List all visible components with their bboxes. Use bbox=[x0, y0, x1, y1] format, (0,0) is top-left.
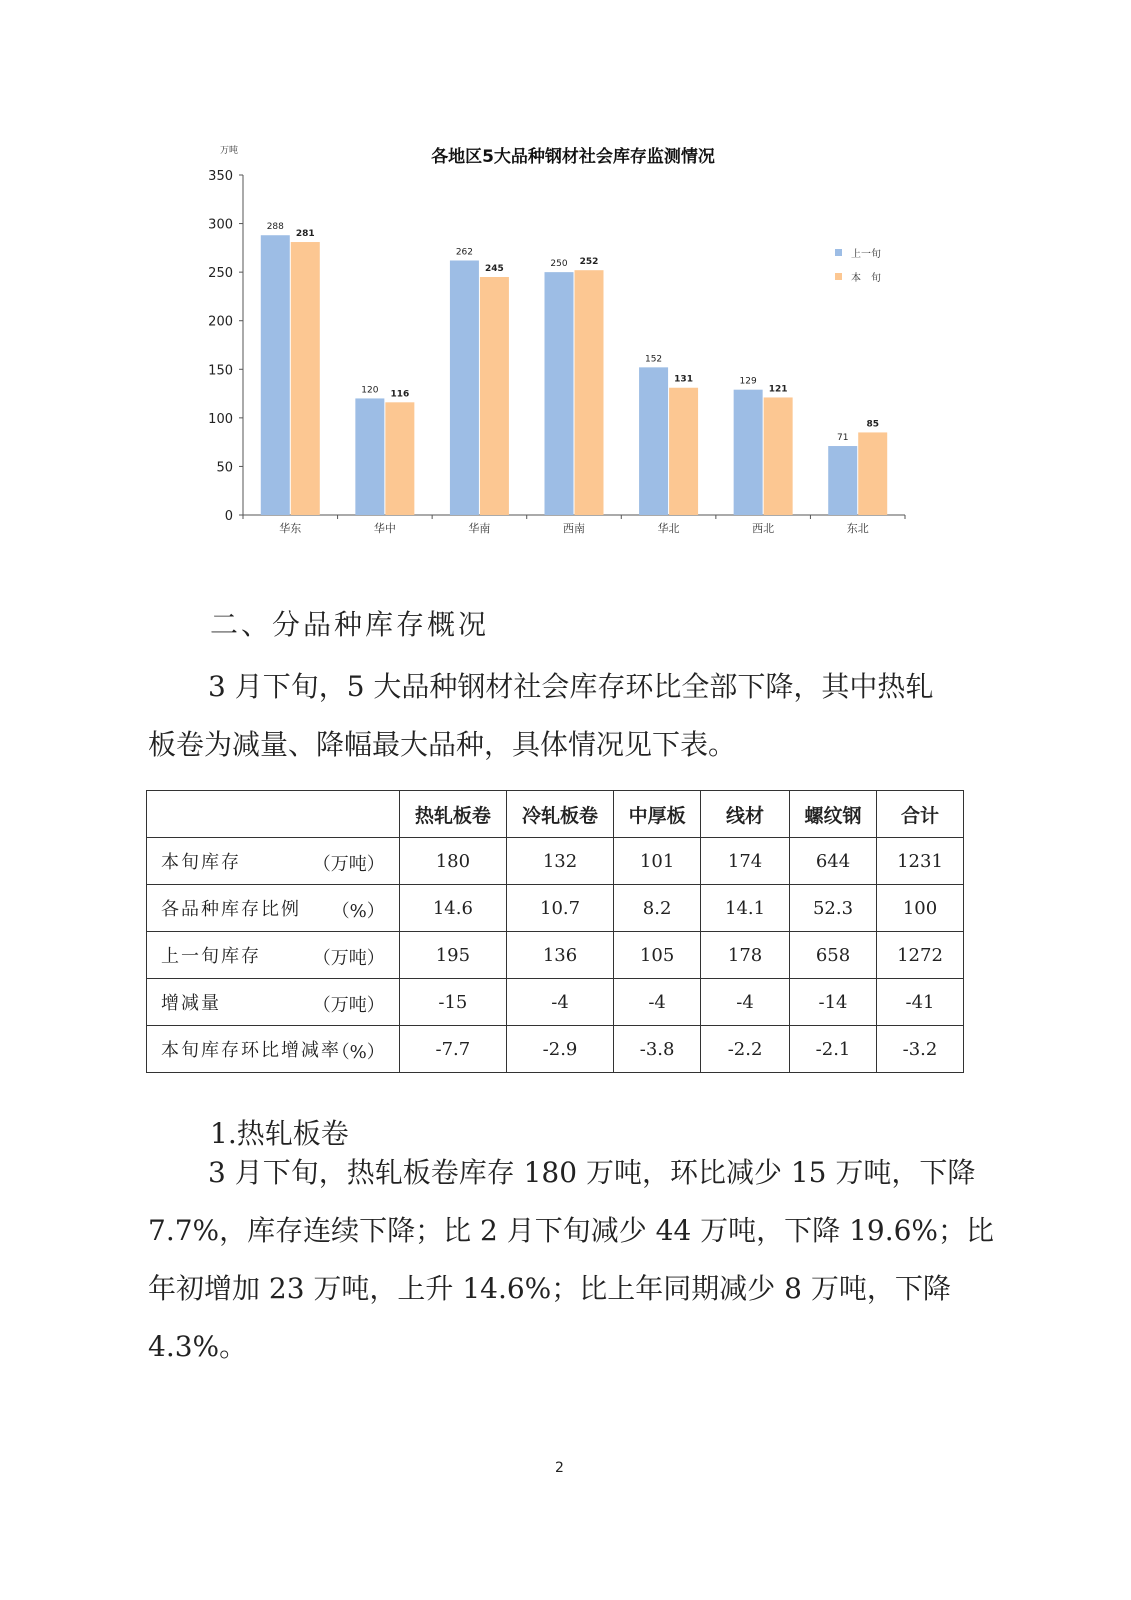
table-cell: -3.8 bbox=[614, 1026, 701, 1073]
row-label bbox=[147, 885, 400, 932]
body-line: 3 月下旬，热轧板卷库存 180 万吨，环比减少 15 万吨，下降 bbox=[208, 1156, 976, 1189]
y-tick-label: 100 bbox=[208, 411, 233, 427]
table-cell: 1231 bbox=[877, 838, 964, 885]
body-paragraph bbox=[148, 1144, 995, 1376]
x-tick-label: 西北 bbox=[752, 522, 775, 535]
bar-value-label: 245 bbox=[485, 264, 504, 274]
table-cell: -2.2 bbox=[701, 1026, 790, 1073]
row-label-text: 本旬库存环比增减率 bbox=[161, 1040, 341, 1061]
row-unit: （万吨） bbox=[312, 948, 385, 969]
bar bbox=[261, 235, 290, 515]
bar-value-label: 120 bbox=[361, 385, 379, 396]
sub-heading: 1.热轧板卷 bbox=[210, 1117, 349, 1150]
row-label-text: 上一旬库存 bbox=[161, 946, 261, 967]
bar bbox=[764, 397, 793, 515]
table-row bbox=[147, 932, 964, 979]
bar bbox=[575, 270, 604, 515]
row-unit: （万吨） bbox=[312, 854, 385, 875]
bar-value-label: 121 bbox=[768, 384, 788, 395]
legend-swatch bbox=[835, 273, 842, 280]
table-cell: 644 bbox=[790, 838, 877, 885]
body-line: 7.7%，库存连续下降；比 2 月下旬减少 44 万吨，下降 19.6%；比 bbox=[148, 1214, 995, 1247]
table-cell: 174 bbox=[701, 838, 790, 885]
table-cell: 132 bbox=[506, 838, 613, 885]
bar bbox=[669, 388, 698, 515]
table-cell: -3.2 bbox=[877, 1026, 964, 1073]
table-cell: -4 bbox=[701, 979, 790, 1026]
y-axis bbox=[208, 169, 243, 524]
table-cell: 180 bbox=[399, 838, 506, 885]
x-tick-label: 华中 bbox=[373, 522, 396, 535]
table-corner-cell bbox=[147, 791, 400, 838]
x-tick-label: 东北 bbox=[846, 522, 869, 535]
row-label-text: 本旬库存 bbox=[161, 852, 241, 873]
x-tick-label: 华北 bbox=[657, 522, 680, 535]
y-tick-label: 50 bbox=[216, 460, 233, 476]
table-header-cell: 螺纹钢 bbox=[790, 791, 877, 838]
table-row bbox=[147, 885, 964, 932]
y-tick-label: 350 bbox=[208, 169, 233, 184]
intro-line: 板卷为减量、降幅最大品种，具体情况见下表。 bbox=[148, 728, 737, 761]
row-label bbox=[147, 979, 400, 1026]
table-cell: -4 bbox=[614, 979, 701, 1026]
bar-value-label: 281 bbox=[295, 229, 315, 240]
table-cell: -2.9 bbox=[506, 1026, 613, 1073]
table-cell: 14.6 bbox=[399, 885, 506, 932]
x-tick-label: 华南 bbox=[468, 522, 491, 535]
bar bbox=[355, 398, 384, 515]
y-tick-label: 250 bbox=[208, 266, 233, 282]
table-cell: 105 bbox=[614, 932, 701, 979]
y-tick-label: 200 bbox=[208, 314, 233, 330]
table-cell: 8.2 bbox=[614, 885, 701, 932]
bar-value-label: 85 bbox=[866, 419, 879, 430]
bar bbox=[450, 260, 479, 515]
inventory-bar-chart bbox=[195, 138, 915, 548]
body-line: 4.3%。 bbox=[148, 1330, 248, 1363]
body-line: 年初增加 23 万吨，上升 14.6%；比上年同期减少 8 万吨，下降 bbox=[148, 1272, 951, 1305]
bar-value-label: 262 bbox=[455, 247, 474, 258]
y-tick-label: 300 bbox=[208, 217, 233, 233]
table-header-cell: 合计 bbox=[877, 791, 964, 838]
table-cell: -2.1 bbox=[790, 1026, 877, 1073]
bar-value-label: 129 bbox=[739, 376, 757, 387]
x-axis bbox=[243, 515, 905, 535]
section-heading: 二、分品种库存概况 bbox=[210, 608, 490, 641]
table-header-cell: 线材 bbox=[701, 791, 790, 838]
table-cell: 14.1 bbox=[701, 885, 790, 932]
table-cell: -14 bbox=[790, 979, 877, 1026]
row-unit: （%） bbox=[331, 901, 385, 922]
table-cell: 178 bbox=[701, 932, 790, 979]
row-label bbox=[147, 838, 400, 885]
bar bbox=[734, 390, 763, 515]
chart-title: 各地区5大品种钢材社会库存监测情况 bbox=[431, 147, 715, 167]
chart-ylabel: 万吨 bbox=[219, 146, 239, 156]
table-header-cell: 冷轧板卷 bbox=[506, 791, 613, 838]
table-cell: 52.3 bbox=[790, 885, 877, 932]
legend-label: 上一旬 bbox=[851, 249, 881, 260]
bar-value-label: 288 bbox=[266, 222, 284, 233]
table-cell: 101 bbox=[614, 838, 701, 885]
bar-value-label: 71 bbox=[836, 433, 849, 444]
bar bbox=[858, 432, 887, 515]
y-tick-label: 150 bbox=[208, 363, 233, 379]
chart-legend bbox=[835, 247, 881, 284]
table-cell: -41 bbox=[877, 979, 964, 1026]
row-label bbox=[147, 932, 400, 979]
inventory-table bbox=[146, 790, 964, 1073]
row-label-text: 增减量 bbox=[161, 993, 221, 1014]
table-cell: -15 bbox=[399, 979, 506, 1026]
table-cell: 10.7 bbox=[506, 885, 613, 932]
table-cell: -7.7 bbox=[399, 1026, 506, 1073]
table-row bbox=[147, 838, 964, 885]
row-label-text: 各品种库存比例 bbox=[161, 899, 301, 920]
bar bbox=[545, 272, 574, 515]
table-cell: 195 bbox=[399, 932, 506, 979]
table-cell: 100 bbox=[877, 885, 964, 932]
table-row bbox=[147, 979, 964, 1026]
bar bbox=[639, 367, 668, 515]
bar bbox=[385, 402, 414, 515]
row-label bbox=[147, 1026, 400, 1073]
row-unit: （万吨） bbox=[312, 995, 385, 1016]
table-row bbox=[147, 1026, 964, 1073]
bar-value-label: 152 bbox=[644, 354, 663, 365]
table-cell: 1272 bbox=[877, 932, 964, 979]
x-tick-label: 西南 bbox=[563, 522, 585, 535]
table-cell: 136 bbox=[506, 932, 613, 979]
bar bbox=[480, 277, 509, 515]
bar bbox=[828, 446, 857, 515]
y-tick-label: 0 bbox=[224, 509, 233, 524]
bar bbox=[291, 242, 320, 515]
x-tick-label: 华东 bbox=[279, 522, 302, 535]
table-cell: -4 bbox=[506, 979, 613, 1026]
table-header-row bbox=[147, 791, 964, 838]
chart-bars bbox=[261, 222, 887, 515]
table-header-cell: 中厚板 bbox=[614, 791, 701, 838]
intro-paragraph bbox=[148, 658, 988, 774]
page-number: 2 bbox=[555, 1460, 564, 1476]
table-header-cell: 热轧板卷 bbox=[399, 791, 506, 838]
bar-value-label: 250 bbox=[550, 259, 568, 270]
bar-value-label: 116 bbox=[390, 389, 410, 400]
intro-line: 3 月下旬，5 大品种钢材社会库存环比全部下降，其中热轧 bbox=[208, 670, 934, 703]
legend-label: 本 旬 bbox=[851, 273, 881, 284]
bar-value-label: 252 bbox=[579, 257, 599, 268]
bar-value-label: 131 bbox=[674, 374, 693, 385]
legend-swatch bbox=[835, 249, 842, 256]
row-unit: （%） bbox=[331, 1042, 385, 1063]
table-cell: 658 bbox=[790, 932, 877, 979]
